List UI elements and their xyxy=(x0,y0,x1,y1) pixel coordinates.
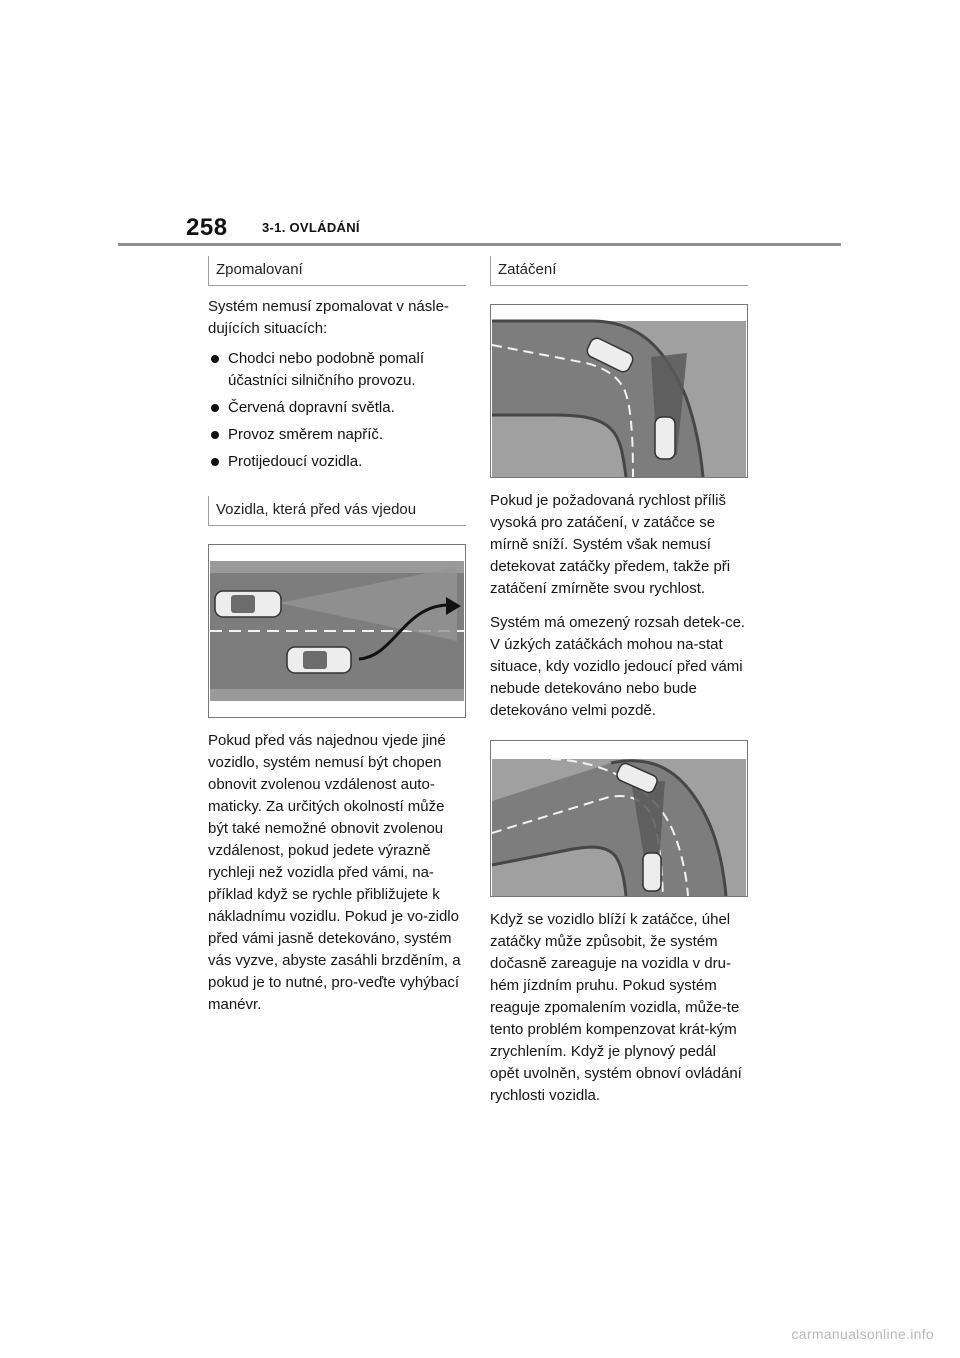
car-icon xyxy=(215,591,281,617)
right-column xyxy=(490,256,748,1107)
list-item: Provoz směrem napříč. xyxy=(208,424,466,446)
list-item: Protijedoucí vozidla. xyxy=(208,451,466,473)
slowdown-list xyxy=(208,348,466,473)
footer-watermark: carmanualsonline.info xyxy=(791,1326,934,1342)
left-column xyxy=(208,256,466,1016)
cornering-text-1: Pokud je požadovaná rychlost příliš vysoká pro zatáčení, v zatáčce se mírně sníží. Systém však nemusí detekovat zatáčky předem, takže při zatáčení zmírněte svou rychlost. xyxy=(490,492,731,597)
car-icon xyxy=(287,647,351,673)
section-title: 3-1. OVLÁDÁNÍ xyxy=(262,220,360,235)
subhead-slowdown: Zpomalovaní xyxy=(208,256,466,286)
subhead-cornering: Zatáčení xyxy=(490,256,748,286)
figure-cut-in xyxy=(208,544,466,718)
cornering-text-3: Když se vozidlo blíží k zatáčce, úhel zatáčky může způsobit, že systém dočasně zareaguje na vozidla v dru-hém jízdním pruhu. Pokud systém reaguje zpomalením vozidla, může-te tento problém kompenzovat krát-kým zrychlením. Když je plynový pedál opět uvolněn, systém obnoví ovládání rychlosti vozidla. xyxy=(490,911,742,1104)
car-icon xyxy=(655,417,675,459)
header-rule xyxy=(118,243,841,246)
list-item: Chodci nebo podobně pomalí účastníci silničního provozu. xyxy=(208,348,466,392)
figure-curve-speed xyxy=(490,304,748,478)
page-number: 258 xyxy=(186,214,228,241)
car-icon xyxy=(643,853,661,891)
vehicles-ahead-text: Pokud před vás najednou vjede jiné vozidlo, systém nemusí být chopen obnovit zvolenou vzdálenost auto-maticky. Za určitých okolností může být také nemožné obnovit zvolenou vzdálenost, pokud jedete výrazně rychleji než vozidla před vámi, na-příklad když se rychle přibližujete k nákladnímu vozidlu. Pokud je vo-zidlo před vámi jasně detekováno, systém vás vyzve, abyste zasáhli brzděním, a pokud je to nutné, pro-veďte vyhýbací manévr. xyxy=(208,732,461,1013)
slowdown-intro: Systém nemusí zpomalovat v násle-dujících situacích: xyxy=(208,298,449,337)
subhead-vehicles-ahead: Vozidla, která před vás vjedou xyxy=(208,496,466,526)
figure-curve-lane xyxy=(490,740,748,897)
list-item: Červená dopravní světla. xyxy=(208,397,466,419)
cornering-text-2: Systém má omezený rozsah detek-ce. V úzkých zatáčkách mohou na-stat situace, kdy vozidlo jedoucí před vámi nebude detekováno nebo bude detekováno velmi pozdě. xyxy=(490,614,746,719)
